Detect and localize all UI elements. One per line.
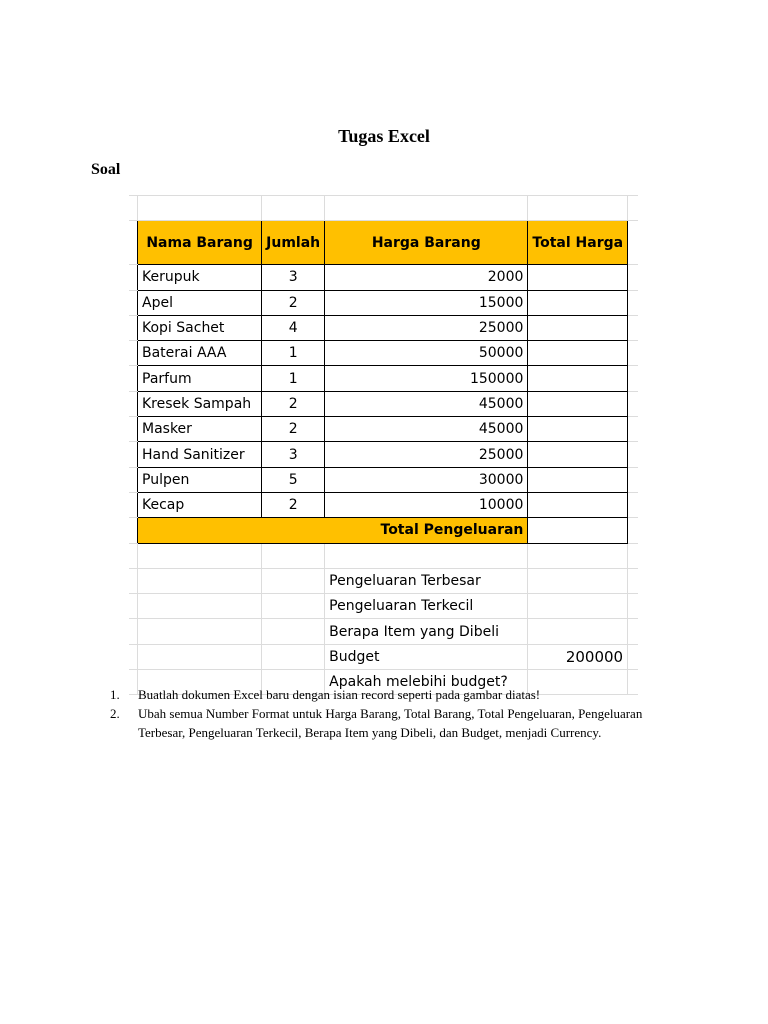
cell-total-harga[interactable] [528,366,628,391]
cell-total-harga[interactable] [528,391,628,416]
cell-jumlah[interactable]: 2 [262,290,325,315]
header-row [129,221,638,265]
table-row [129,442,638,467]
table-row [129,467,638,492]
spreadsheet [129,195,638,691]
instruction-list [110,685,670,742]
table-row [129,290,638,315]
cell-harga-barang[interactable]: 15000 [325,290,528,315]
cell-jumlah[interactable]: 2 [262,391,325,416]
cell-nama-barang[interactable]: Hand Sanitizer [138,442,262,467]
cell-nama-barang[interactable]: Pulpen [138,467,262,492]
cell-total-harga[interactable] [528,442,628,467]
summary-label[interactable]: Berapa Item yang Dibeli [325,619,528,644]
cell-total-harga[interactable] [528,492,628,517]
instruction-number: 1. [110,687,120,702]
table-row [129,492,638,517]
cell-nama-barang[interactable]: Kopi Sachet [138,315,262,340]
instruction-item [110,704,670,742]
data-table [129,195,638,695]
summary-row [129,568,638,593]
total-pengeluaran-label[interactable]: Total Pengeluaran [138,518,528,543]
instruction-item [110,685,670,704]
cell-nama-barang[interactable]: Apel [138,290,262,315]
instruction-text: Ubah semua Number Format untuk Harga Barang, Total Barang, Total Pengeluaran, Pengeluaran Terbesar, Pengeluaran Terkecil, Berapa Item yang Dibeli, dan Budget, menjadi Currency. [138,706,643,740]
cell-harga-barang[interactable]: 25000 [325,442,528,467]
summary-label[interactable]: Pengeluaran Terbesar [325,568,528,593]
cell-jumlah[interactable]: 4 [262,315,325,340]
cell-harga-barang[interactable]: 30000 [325,467,528,492]
cell-nama-barang[interactable]: Kresek Sampah [138,391,262,416]
cell-jumlah[interactable]: 2 [262,492,325,517]
cell-nama-barang[interactable]: Baterai AAA [138,341,262,366]
cell-nama-barang[interactable]: Masker [138,417,262,442]
summary-row [129,619,638,644]
cell-total-harga[interactable] [528,417,628,442]
summary-value[interactable] [528,594,628,619]
instruction-text: Buatlah dokumen Excel baru dengan isian record seperti pada gambar diatas! [138,687,541,702]
table-row [129,391,638,416]
cell-harga-barang[interactable]: 10000 [325,492,528,517]
cell-jumlah[interactable]: 1 [262,341,325,366]
summary-row [129,644,638,669]
cell-total-harga[interactable] [528,341,628,366]
total-row [129,518,638,543]
cell-total-harga[interactable] [528,315,628,340]
summary-value[interactable] [528,568,628,593]
blank-row [129,543,638,568]
cell-harga-barang[interactable]: 45000 [325,391,528,416]
section-label: Soal [91,161,121,178]
cell-harga-barang[interactable]: 45000 [325,417,528,442]
cell-nama-barang[interactable]: Parfum [138,366,262,391]
table-row [129,366,638,391]
cell-nama-barang[interactable]: Kerupuk [138,265,262,290]
cell-total-harga[interactable] [528,467,628,492]
cell-total-harga[interactable] [528,290,628,315]
cell-jumlah[interactable]: 3 [262,442,325,467]
table-row [129,417,638,442]
header-nama-barang[interactable]: Nama Barang [138,221,262,265]
total-pengeluaran-value[interactable] [528,518,628,543]
cell-harga-barang[interactable]: 25000 [325,315,528,340]
summary-value[interactable] [528,619,628,644]
cell-harga-barang[interactable]: 50000 [325,341,528,366]
cell-jumlah[interactable]: 5 [262,467,325,492]
cell-total-harga[interactable] [528,265,628,290]
table-row [129,265,638,290]
header-jumlah[interactable]: Jumlah [262,221,325,265]
cell-jumlah[interactable]: 3 [262,265,325,290]
cell-jumlah[interactable]: 2 [262,417,325,442]
summary-label[interactable]: Apakah melebihi budget? [325,670,528,695]
summary-row [129,594,638,619]
summary-label[interactable]: Pengeluaran Terkecil [325,594,528,619]
table-row [129,341,638,366]
table-row [129,315,638,340]
cell-nama-barang[interactable]: Kecap [138,492,262,517]
instruction-number: 2. [110,706,120,721]
summary-label[interactable]: Budget [325,644,528,669]
budget-value[interactable]: 200000 [528,644,628,669]
document-title: Tugas Excel [338,126,430,146]
cell-jumlah[interactable]: 1 [262,366,325,391]
cell-harga-barang[interactable]: 2000 [325,265,528,290]
header-harga-barang[interactable]: Harga Barang [325,221,528,265]
blank-row [129,196,638,221]
cell-harga-barang[interactable]: 150000 [325,366,528,391]
header-total-harga[interactable]: Total Harga [528,221,628,265]
